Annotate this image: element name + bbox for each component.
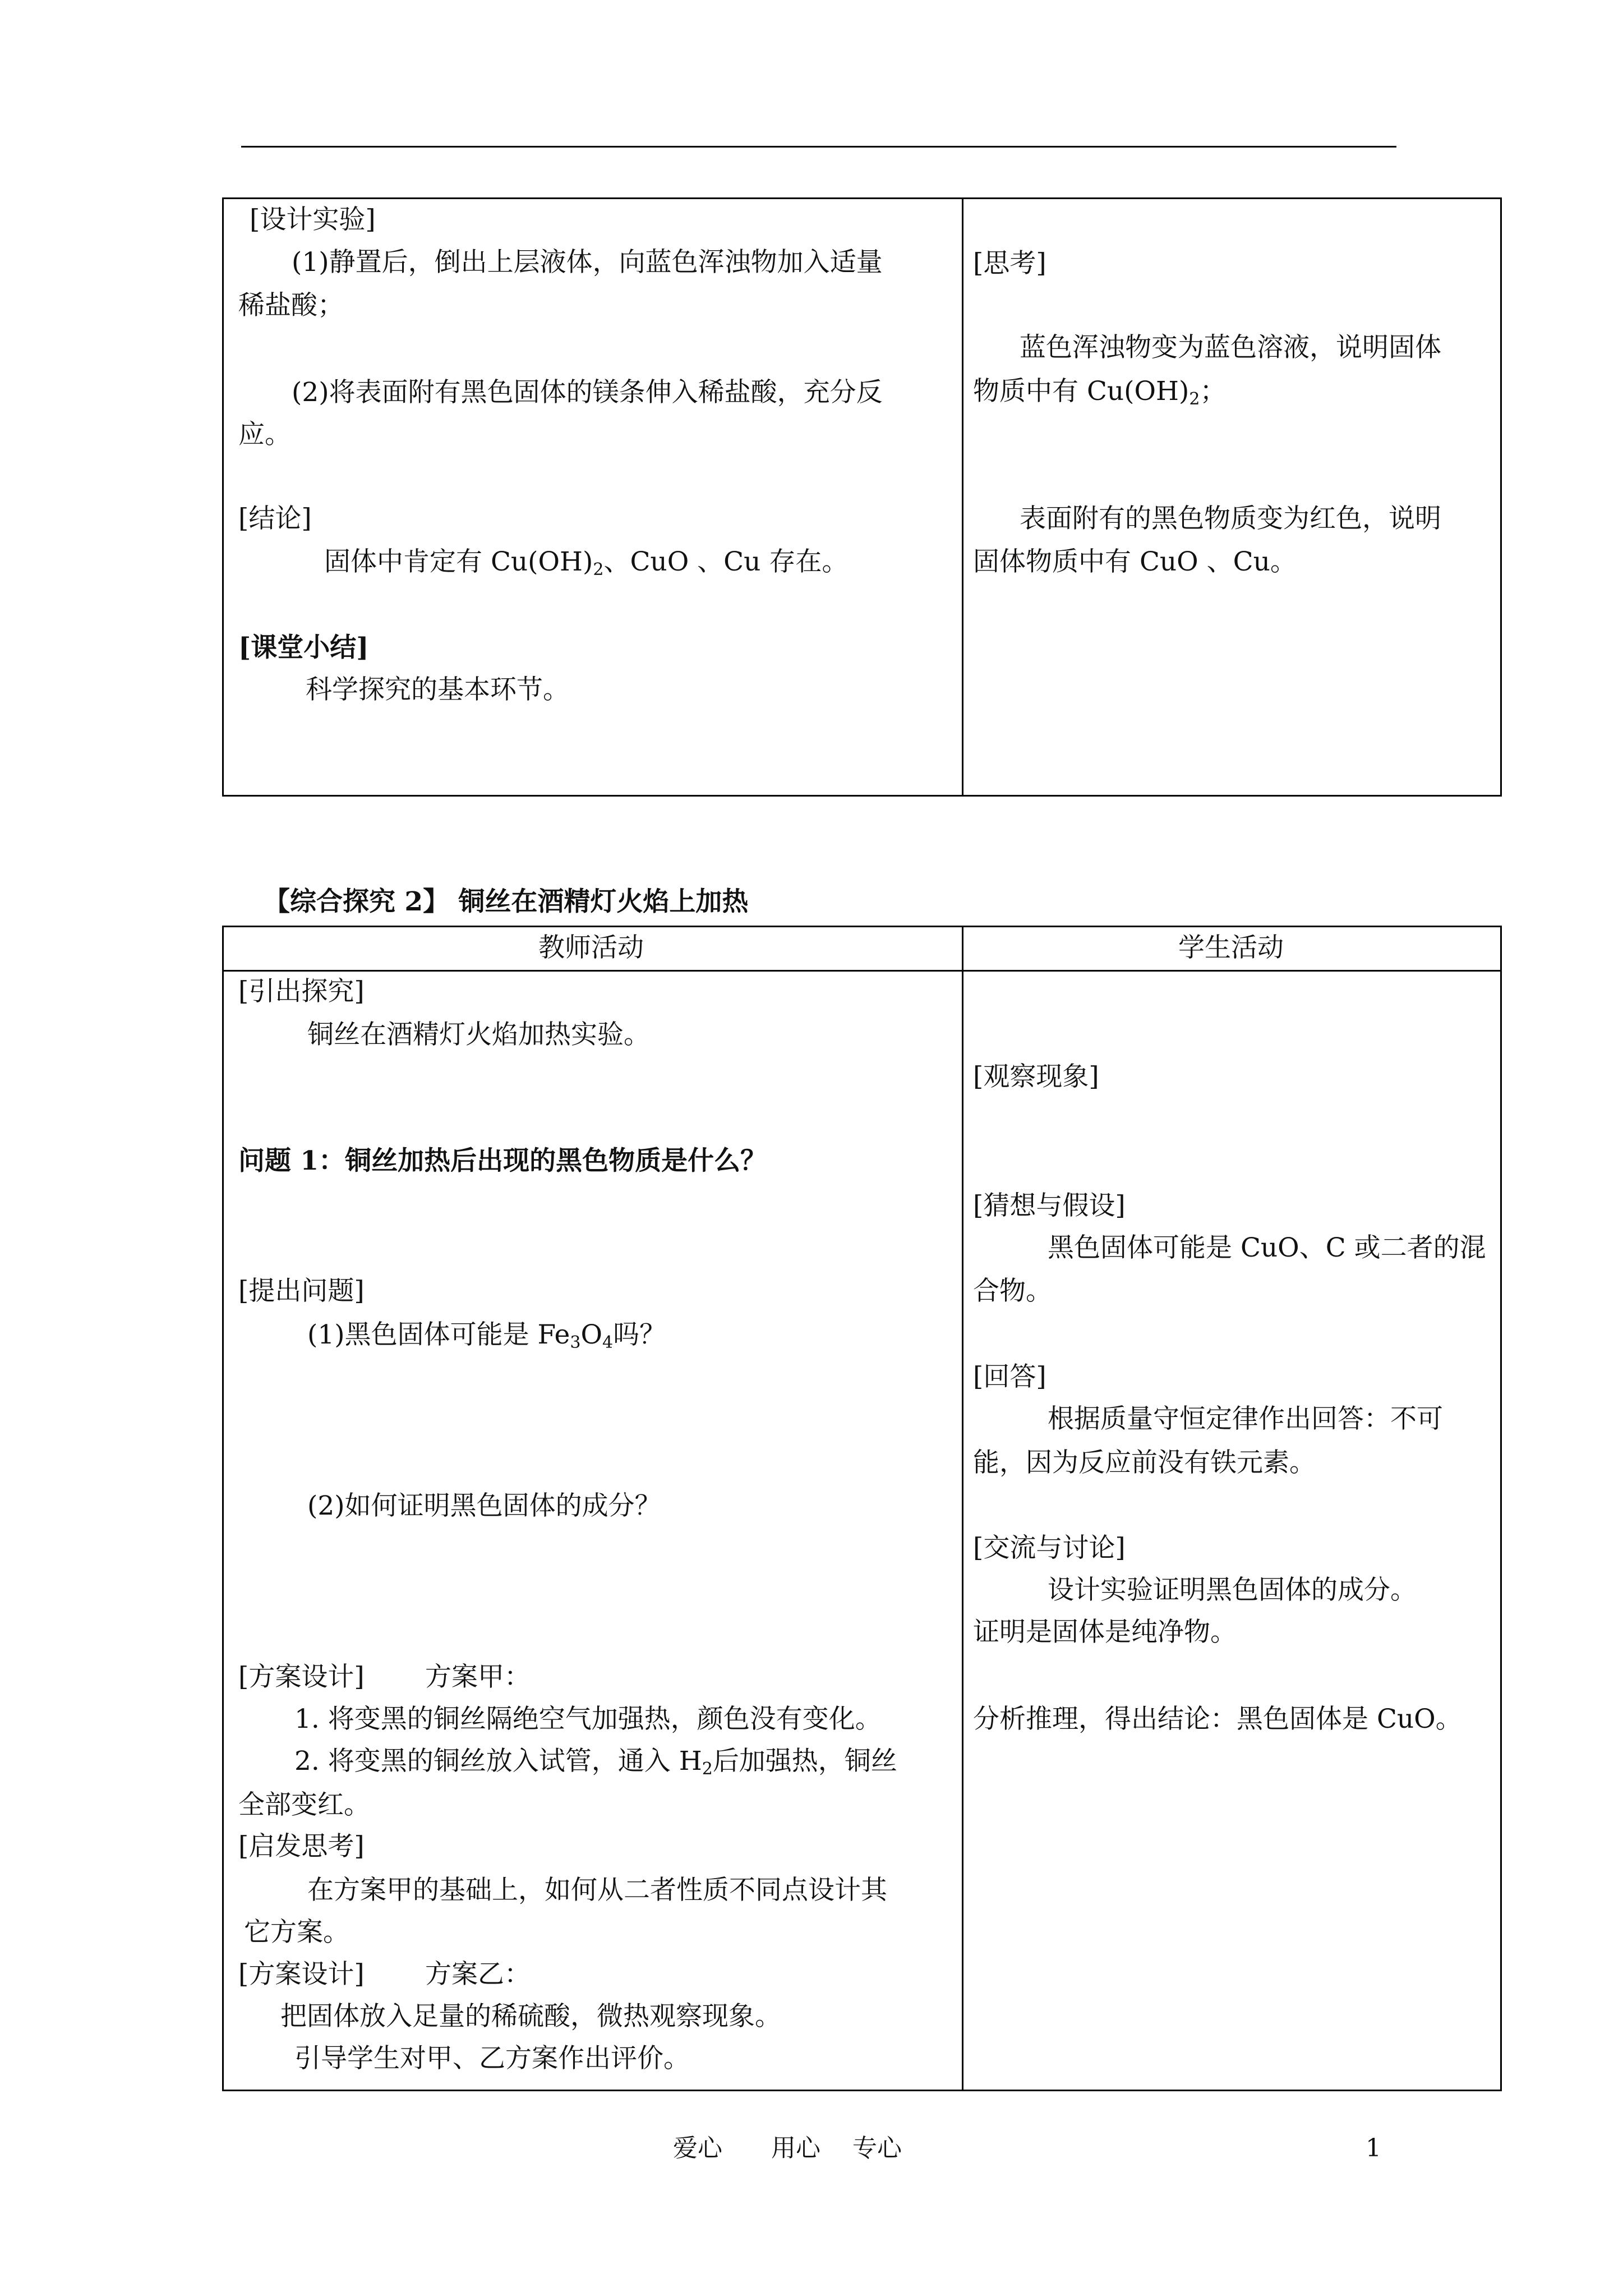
design-step1-line2: 稀盐酸； [238,290,344,321]
think2-line1: 表面附有的黑色物质变为红色，说明 [1020,503,1441,534]
summary-text: 科学探究的基本环节。 [306,674,569,705]
page-number: 1 [1366,2134,1381,2162]
raise-question-2: (2)如何证明黑色固体的成分？ [307,1490,661,1521]
answer-line2: 能，因为反应前没有铁元素。 [973,1447,1316,1478]
inspire-line2: 它方案。 [244,1917,349,1948]
header-rule [241,146,1396,148]
discuss-line2: 证明是固体是纯净物。 [973,1617,1237,1648]
think1-line1: 蓝色浑浊物变为蓝色溶液，说明固体 [1020,332,1441,363]
guess-line1: 黑色固体可能是 CuO、C 或二者的混 [1048,1232,1486,1263]
intro-text: 铜丝在酒精灯火焰加热实验。 [307,1019,650,1050]
plan-a-name: 方案甲： [425,1662,531,1692]
design-step2-line2: 应。 [238,419,291,450]
footer-left: 爱心 [673,2134,722,2162]
raise-question-1: (1)黑色固体可能是 $Fe_3O_4$吗？ [307,1319,666,1352]
student-activity-header: 学生活动 [1178,932,1284,963]
footer-mid: 用心 [771,2134,820,2162]
guess-heading: [猜想与假设] [973,1190,1126,1221]
plan-design-heading: [方案设计] [238,1662,365,1692]
teacher-activity-header: 教师活动 [538,932,644,963]
plan-b-name: 方案乙： [425,1959,531,1990]
plan-a-step2: 2. 将变黑的铜丝放入试管，通入 $H_2$后加强热，铜丝 [294,1746,897,1779]
header-row-divider [224,970,1500,972]
design-heading: [设计实验] [250,204,376,235]
summary-heading: [课堂小结] [238,632,369,663]
conclusion-heading: [结论] [238,503,312,534]
inspire-line1: 在方案甲的基础上，如何从二者性质不同点设计其 [307,1875,887,1906]
guess-line2: 合物。 [973,1276,1052,1306]
plan-a-step1: 1. 将变黑的铜丝隔绝空气加强热，颜色没有变化。 [294,1704,882,1734]
observe-heading: [观察现象] [973,1061,1099,1092]
design-step2-line1: (2)将表面附有黑色固体的镁条伸入稀盐酸，充分反 [292,377,883,408]
answer-heading: [回答] [973,1361,1046,1392]
design-step1-line1: (1)静置后，倒出上层液体，向蓝色浑浊物加入适量 [292,247,883,278]
footer-right: 专心 [852,2134,902,2162]
think2-line2: 固体物质中有 CuO 、Cu。 [973,546,1297,577]
raise-heading: [提出问题] [238,1276,365,1306]
discuss-heading: [交流与讨论] [973,1533,1126,1563]
plan-b-step1: 把固体放入足量的稀硫酸，微热观察现象。 [280,2001,781,2032]
plan-a-step2-line2: 全部变红。 [238,1789,370,1820]
think-heading: [思考] [973,248,1046,279]
intro-heading: [引出探究] [238,976,365,1007]
think1-line2: 物质中有 $Cu(OH)_2$； [973,376,1227,409]
answer-line1: 根据质量守恒定律作出回答：不可 [1048,1404,1443,1434]
conclusion-text: 固体中肯定有 $Cu(OH)_2$、CuO 、Cu 存在。 [324,546,849,579]
question-1: 问题 1：铜丝加热后出现的黑色物质是什么？ [238,1145,767,1176]
section2-title: 【综合探究 2】 铜丝在酒精灯火焰上加热 [264,886,749,917]
plan-design-heading-2: [方案设计] [238,1959,365,1990]
plan-b-step2: 引导学生对甲、乙方案作出评价。 [294,2043,690,2074]
column-divider [962,927,963,2090]
analysis-conclusion: 分析推理，得出结论：黑色固体是 CuO。 [973,1704,1462,1734]
discuss-line1: 设计实验证明黑色固体的成分。 [1048,1575,1417,1605]
inspire-heading: [启发思考] [238,1831,365,1862]
column-divider [962,199,963,795]
